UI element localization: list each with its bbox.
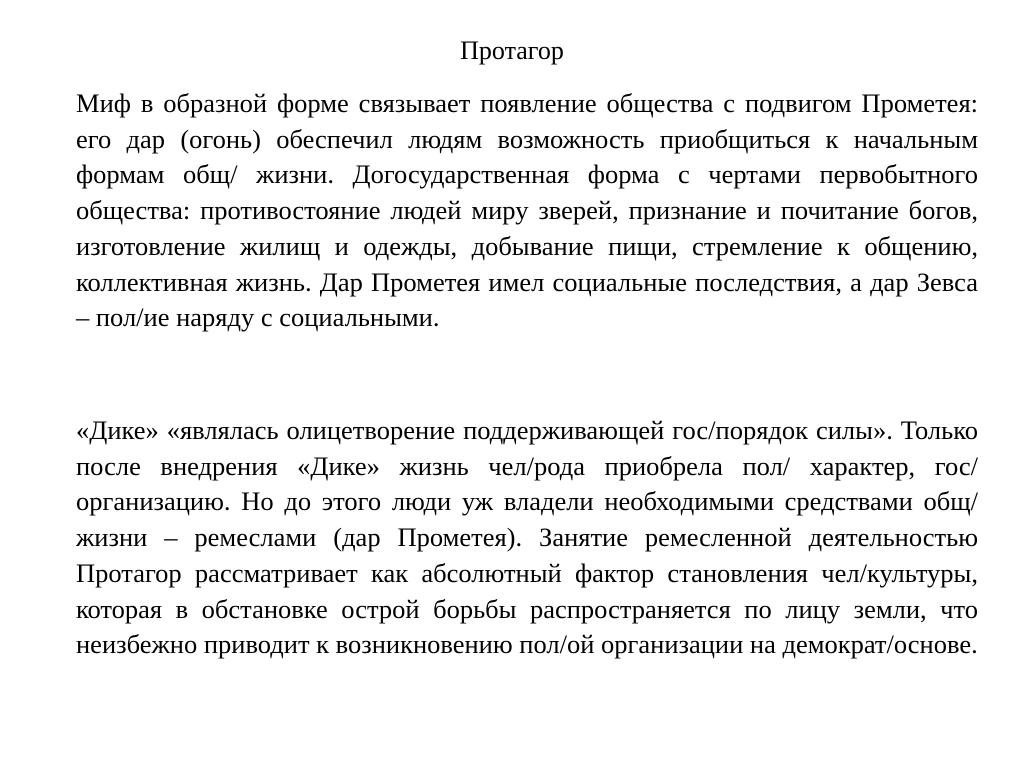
- paragraph-prometheus-myth: Миф в образной форме связывает появление общества с подвигом Прометея: его дар (огонь) обеспечил людям возможность приобщиться к начальным формам общ/ жизни. Догосударственная форма с чертами первобытного общества: противостояние людей миру зверей, признание и почитание богов, изготовление жилищ и одежды, добывание пищи, стремление к общению, коллективная жизнь. Дар Прометея имел социальные последствия, а дар Зевса – пол/ие наряду с социальными.: [76, 88, 978, 333]
- paragraph-dike: «Дике» «являлась олицетворение поддерживающей гос/порядок силы». Только после внедрения «Дике» жизнь чел/рода приобрела пол/ характер, гос/организацию. Но до этого люди уж владели необходимыми средствами общ/жизни – ремеслами (дар Прометея). Занятие ремесленной деятельностью Протагор рассматривает как абсолютный фактор становления чел/культуры, которая в обстановке острой борьбы распространяется по лицу земли, что неизбежно приводит к возникновению пол/ой организации на демократ/основе.: [76, 415, 978, 660]
- slide-title: Протагор: [460, 36, 564, 65]
